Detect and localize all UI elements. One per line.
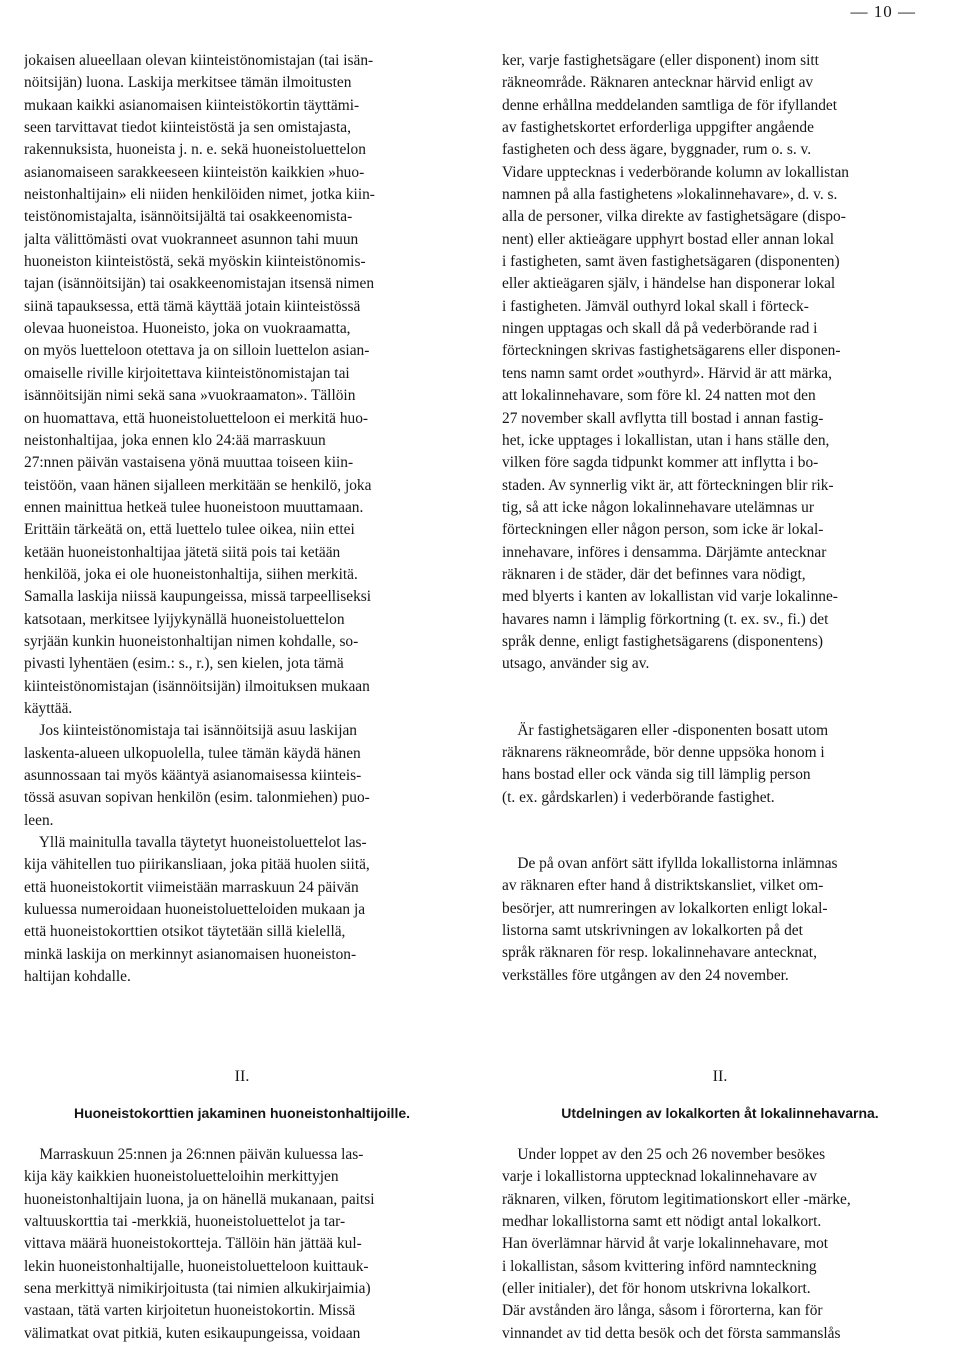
text-line: vinnandet av tid detta besök och det första sammanslås bbox=[502, 1324, 841, 1342]
text-line: 27 november skall avflytta till bostad i annan fastig- bbox=[502, 409, 824, 427]
text-line: Under loppet av den 25 och 26 november besökes bbox=[502, 1146, 826, 1163]
text-line: kuluessa numeroidaan huoneistoluetteloiden mukaan ja bbox=[24, 901, 366, 919]
swedish-paragraph-2 bbox=[502, 720, 938, 809]
text-line: huoneistonhaltijain luona, ja on hänellä mukanaan, paitsi bbox=[24, 1190, 375, 1208]
text-line: besörjer, att numreringen av lokalkorten enligt lokal- bbox=[502, 899, 828, 917]
text-line: staden. Av synnerlig vikt är, att förteckningen blir rik- bbox=[502, 476, 834, 494]
text-line: Erittäin tärkeätä on, että luettelo tulee oikea, niin ettei bbox=[24, 521, 355, 539]
text-line: (t. ex. gårdskarlen) i vederbörande fastighet. bbox=[502, 788, 775, 806]
text-line: listorna samt utskrivningen av lokalkorten på det bbox=[502, 922, 803, 940]
text-line: välimatkat ovat pitkiä, kuten esikaupungeissa, voidaan bbox=[24, 1324, 361, 1342]
text-line: että huoneistokortit viimeistään marraskuun 24 päivän bbox=[24, 878, 359, 896]
text-line: vilken före sagda tidpunkt kommer att inflytta i bo- bbox=[502, 454, 819, 472]
text-line: tajan (isännöitsijän) tai osakkeenomistajan itsensä nimen bbox=[24, 275, 375, 293]
text-line: alla de personer, vilka direkte av fastighetsägare (dispo- bbox=[502, 208, 846, 226]
text-line: huoneiston kiinteistöstä, sekä myöskin kiinteistönomis- bbox=[24, 253, 366, 271]
text-line: räknarens räkneområde, bör denne uppsöka honom i bbox=[502, 743, 825, 761]
text-line: haltijan kohdalle. bbox=[24, 968, 131, 986]
text-line: medhar lokallistorna samt ett nödigt antal lokalkort. bbox=[502, 1213, 822, 1231]
text-line: valtuuskorttia tai -merkkiä, huoneistoluettelot ja tar- bbox=[24, 1213, 346, 1231]
finnish-section-lines bbox=[24, 1144, 460, 1345]
text-line: innehavare, införes i densamma. Därjämte antecknar bbox=[502, 543, 827, 561]
text-line: ningen upptagas och skall då på vederbörande rad i bbox=[502, 320, 818, 338]
text-line: nöitsijän) luona. Laskija merkitsee tämän ilmoitusten bbox=[24, 74, 352, 92]
text-line: käyttää. bbox=[24, 699, 73, 717]
text-line: utsago, använder sig av. bbox=[502, 655, 650, 673]
text-line: seen tarvittavat tiedot kiinteistöstä ja sen omistajasta, bbox=[24, 119, 351, 137]
text-line: vastaan, tätä varten kirjoitetun huoneistokortin. Missä bbox=[24, 1302, 356, 1320]
section-numeral: II. bbox=[234, 1068, 250, 1085]
text-line: Jos kiinteistönomistaja tai isännöitsijä asuu laskijan bbox=[24, 722, 358, 740]
text-line: fastigheten och dess ägare, byggnader, rum o. s. v. bbox=[502, 141, 812, 159]
text-line: havares namn i lämplig förkortning (t. ex. sv., fi.) det bbox=[502, 610, 829, 628]
text-line: Vidare upptecknas i vederbörande kolumn av lokallistan bbox=[502, 163, 849, 181]
text-line: Yllä mainitulla tavalla täytetyt huoneistoluettelot las- bbox=[24, 834, 367, 852]
text-line: av räknaren efter hand å distriktskansliet, vilket om- bbox=[502, 877, 824, 895]
text-line: ker, varje fastighetsägare (eller disponent) inom sitt bbox=[502, 52, 819, 69]
text-line: leen. bbox=[24, 811, 54, 829]
finnish-instructions-column bbox=[24, 50, 460, 988]
text-line: omaiselle riville kirjoitettava kiinteistönomistajan tai bbox=[24, 364, 350, 382]
finnish-lines bbox=[24, 50, 460, 988]
text-line: namnen på alla fastighetens »lokalinnehavare», d. v. s. bbox=[502, 186, 838, 204]
text-line: sena merkittyä nimikirjoitusta (tai nimien alkukirjaimia) bbox=[24, 1280, 371, 1298]
text-line: neistonhaltijain» eli niiden henkilöiden nimet, jotka kiin- bbox=[24, 186, 375, 204]
text-line: laskenta-alueen ulkopuolella, tulee tämän käydä hänen bbox=[24, 744, 361, 762]
text-line: lekin huoneistonhaltijalle, huoneistoluetteloon kuittauk- bbox=[24, 1257, 369, 1275]
text-line: räknaren i de städer, där det befinnes vara nödigt, bbox=[502, 565, 806, 583]
section-numeral: II. bbox=[712, 1068, 728, 1085]
text-line: jokaisen alueellaan olevan kiinteistönomistajan (tai isän- bbox=[24, 52, 374, 69]
text-line: jalta välittömästi ovat vuokranneet asunnon tahi muun bbox=[24, 230, 359, 248]
text-line: olevaa huoneistoa. Huoneisto, joka on vuokraamatta, bbox=[24, 320, 351, 338]
text-line: eller aktieägaren själv, i händelse han disponerar lokal bbox=[502, 275, 836, 293]
page-number: — 10 — bbox=[850, 2, 916, 21]
text-line: neistonhaltijaa, joka ennen klo 24:ää marraskuun bbox=[24, 431, 326, 449]
text-line: rakennuksista, huoneista j. n. e. sekä huoneistoluettelon bbox=[24, 141, 366, 159]
text-line: siinä tapauksessa, että tämä käyttää jotain kiinteistössä bbox=[24, 297, 361, 315]
text-line: nent) eller aktieägare upphyrt bostad eller annan lokal bbox=[502, 230, 835, 248]
text-line: räknaren, vilken, förutom legitimationskort eller -märke, bbox=[502, 1190, 851, 1208]
text-line: katsotaan, merkitsee lyijykynällä huoneistoluettelon bbox=[24, 610, 345, 628]
text-line: ketään huoneistonhaltijaa jätetä siitä pois tai ketään bbox=[24, 543, 341, 561]
text-line: 27:nnen päivän vastaisena yönä muuttaa toiseen kiin- bbox=[24, 454, 354, 472]
text-line: kija vähitellen tuo piirikansliaan, joka pitää huolen siitä, bbox=[24, 856, 370, 874]
text-line: asunnossaan tai myös kääntyä asianomaisessa kiinteis- bbox=[24, 767, 362, 784]
swedish-section-lines bbox=[502, 1144, 938, 1345]
text-line: Samalla laskija niissä kaupungeissa, missä tarpeelliseksi bbox=[24, 588, 372, 606]
text-line: Han överlämnar härvid åt varje lokalinnehavare, mot bbox=[502, 1235, 829, 1253]
text-line: språk denne, enligt fastighetsägarens (disponentens) bbox=[502, 632, 823, 650]
text-line: Är fastighetsägaren eller -disponenten bosatt utom bbox=[502, 721, 829, 739]
swedish-paragraph-1 bbox=[502, 50, 938, 676]
text-line: i fastigheten. Jämväl outhyrd lokal skall i förteck- bbox=[502, 297, 809, 315]
text-line: henkilöä, joka ei ole huoneistonhaltija, siihen merkitä. bbox=[24, 565, 358, 583]
text-line: asianomaiseen sarakkeeseen kiinteistön kaikkien »huo- bbox=[24, 163, 365, 181]
text-line: teistönomistajalta, isännöitsijältä tai osakkeenomista- bbox=[24, 208, 353, 226]
text-line: varje i lokallistorna upptecknad lokalinnehavare av bbox=[502, 1168, 817, 1186]
text-line: med blyerts i kanten av lokallistan vid varje lokalinne- bbox=[502, 588, 838, 606]
text-line: Där avstånden äro långa, såsom i förorterna, kan för bbox=[502, 1302, 823, 1320]
text-line: mukaan kaikki asianomaisen kiinteistökortin täyttämi- bbox=[24, 96, 360, 114]
text-line: minkä laskija on merkinnyt asianomaisen huoneiston- bbox=[24, 945, 357, 963]
text-line: (eller initialer), det för honom utskrivna lokalkort. bbox=[502, 1280, 811, 1298]
text-line: vittava määrä huoneistokortteja. Tällöin hän jättää kul- bbox=[24, 1235, 362, 1253]
text-line: on myös luetteloon otettava ja on silloin luettelon asian- bbox=[24, 342, 370, 360]
swedish-paragraph-3 bbox=[502, 853, 938, 987]
text-line: språk räknaren för resp. lokalinnehavare antecknat, bbox=[502, 944, 817, 962]
section-heading: Huoneistokorttien jakaminen huoneistonhaltijoille. bbox=[73, 1105, 411, 1121]
text-line: isännöitsijän nimi sekä sana »vuokraamaton». Tällöin bbox=[24, 387, 356, 405]
text-line: tössä asuvan sopivan henkilön (esim. talonmiehen) puo- bbox=[24, 789, 370, 807]
text-line: ennen mainittua hetkeä tulee huoneistoon muuttamaan. bbox=[24, 498, 364, 516]
text-line: i lokallistan, såsom kvittering införd namnteckning bbox=[502, 1257, 817, 1275]
text-line: i fastigheten, samt även fastighetsägaren (disponenten) bbox=[502, 253, 840, 271]
text-line: tig, så att icke någon lokalinnehavare utelämnas ur bbox=[502, 498, 814, 516]
swedish-instructions-column bbox=[502, 50, 938, 987]
text-line: syrjään kunkin huoneistonhaltijan nimen kohdalle, so- bbox=[24, 632, 359, 650]
text-line: att lokalinnehavare, som före kl. 24 natten mot den bbox=[502, 387, 816, 405]
text-line: verkställes före utgången av den 24 november. bbox=[502, 966, 789, 984]
text-line: av fastighetskortet erforderliga uppgifter angående bbox=[502, 119, 814, 137]
finnish-section-ii bbox=[24, 1066, 460, 1345]
text-line: förteckningen eller någon person, som icke är lokal- bbox=[502, 521, 824, 539]
text-line: pivasti lyhentäen (esim.: s., r.), sen kielen, jota tämä bbox=[24, 655, 344, 673]
text-line: kija käy kaikkien huoneistoluetteloihin merkittyjen bbox=[24, 1168, 339, 1186]
text-line: räkneområde. Räknaren antecknar härvid enligt av bbox=[502, 74, 814, 92]
text-line: että huoneistokorttien otsikot täytetään sillä kielellä, bbox=[24, 923, 346, 941]
text-line: hans bostad eller ock vända sig till lämplig person bbox=[502, 766, 811, 784]
text-line: förteckningen skrivas fastighetsägarens eller disponen- bbox=[502, 342, 841, 360]
text-line: kiinteistönomistajan (isännöitsijän) ilmoituksen mukaan bbox=[24, 677, 370, 695]
section-heading: Utdelningen av lokalkorten åt lokalinnehavarna. bbox=[561, 1105, 879, 1121]
text-line: Marraskuun 25:nnen ja 26:nnen päivän kuluessa las- bbox=[24, 1146, 364, 1163]
text-line: denne erhållna meddelanden samtliga de för ifyllandet bbox=[502, 96, 838, 114]
text-line: on huomattava, että huoneistoluetteloon ei merkitä huo- bbox=[24, 409, 369, 427]
text-line: teistöön, vaan hänen sijalleen merkitään se henkilö, joka bbox=[24, 476, 372, 494]
paragraph-gap bbox=[502, 676, 938, 720]
paragraph-gap bbox=[502, 809, 938, 853]
swedish-section-ii bbox=[502, 1066, 938, 1345]
text-line: tens namn samt ordet »outhyrd». Härvid är att märka, bbox=[502, 364, 832, 382]
text-line: De på ovan anfört sätt ifyllda lokallistorna inlämnas bbox=[502, 855, 838, 872]
text-line: het, icke upptages i lokallistan, utan i hans ställe den, bbox=[502, 431, 830, 449]
